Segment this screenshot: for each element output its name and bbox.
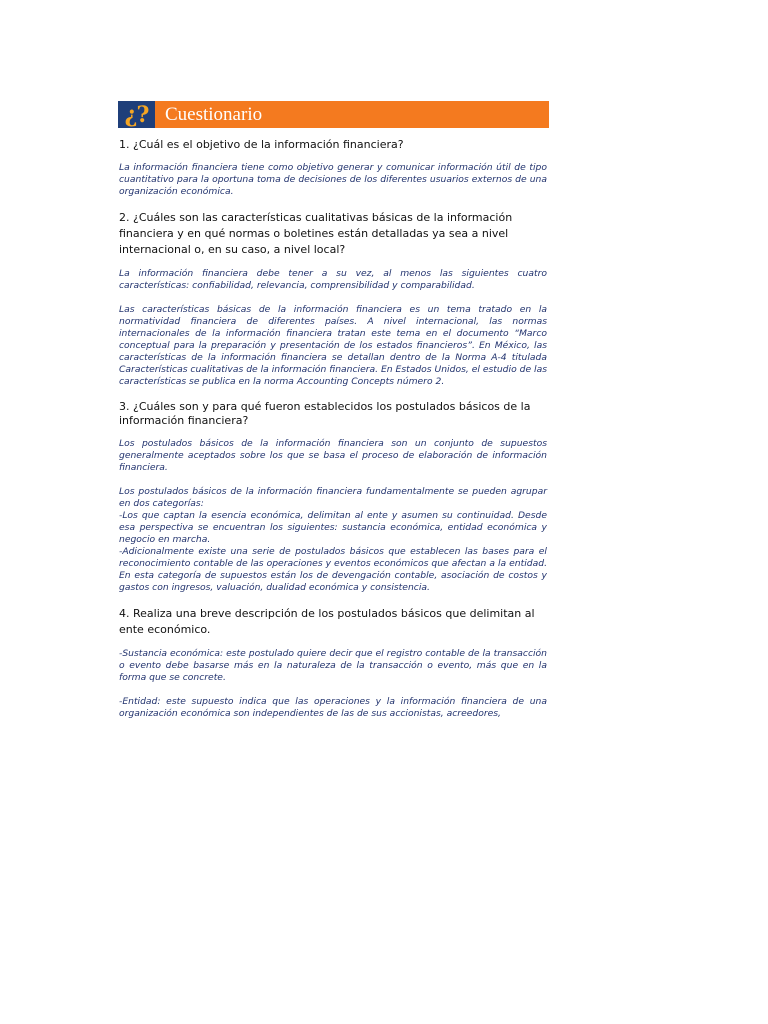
question-mark-icon: ¿? bbox=[118, 101, 155, 128]
answer-4-paragraph-1: -Sustancia económica: este postulado quiere decir que el registro contable de la transacción o evento debe basarse más en la naturaleza de la transacción o evento, más que en la forma que se concrete. bbox=[119, 648, 547, 683]
answer-3-paragraph-2 bbox=[119, 486, 547, 594]
answer-3-line-1: Los postulados básicos de la información financiera fundamentalmente se pueden agrupar en dos categorías: bbox=[119, 486, 547, 509]
answer-3-line-3: -Adicionalmente existe una serie de postulados básicos que establecen las bases para el reconocimiento contable de las operaciones y eventos económicos que afectan a la entidad. En esta categoría de supuestos están los de devengación contable, asociación de costos y gastos con ingresos, valuación, dualidad económica y consistencia. bbox=[119, 546, 547, 593]
question-1: 1. ¿Cuál es el objetivo de la información financiera? bbox=[119, 138, 404, 151]
answer-3-line-2: -Los que captan la esencia económica, delimitan al ente y asumen su continuidad. Desde esa perspectiva se encuentran los siguientes: sustancia económica, entidad económica y negocio en marcha. bbox=[119, 510, 547, 545]
answer-1-paragraph-1: La información financiera tiene como objetivo generar y comunicar información útil de tipo cuantitativo para la oportuna toma de decisiones de los diferentes usuarios externos de una organización económica. bbox=[119, 162, 547, 197]
question-2: 2. ¿Cuáles son las características cualitativas básicas de la información financiera y en qué normas o boletines están detalladas ya sea a nivel internacional o, en su caso, a nivel local? bbox=[119, 211, 513, 256]
answer-4-paragraph-2: -Entidad: este supuesto indica que las operaciones y la información financiera de una organización económica son independientes de las de sus accionistas, acreedores, bbox=[119, 696, 547, 719]
document-body bbox=[119, 138, 547, 732]
answer-2-paragraph-2: Las características básicas de la información financiera es un tema tratado en la normatividad financiera de diferentes países. A nivel internacional, las normas internacionales de la información financiera tratan este tema en el documento “Marco conceptual para la preparación y presentación de los estados financieros”. En México, las características de la información financiera se detallan dentro de la Norma A-4 titulada Características cualitativas de la información financiera. En Estados Unidos, el estudio de las características se publica en la norma Accounting Concepts número 2. bbox=[119, 304, 547, 387]
banner-title: Cuestionario bbox=[165, 103, 263, 125]
cuestionario-banner bbox=[118, 101, 549, 128]
question-4: 4. Realiza una breve descripción de los postulados básicos que delimitan al ente económico. bbox=[119, 607, 535, 636]
question-3: 3. ¿Cuáles son y para qué fueron establecidos los postulados básicos de la información financiera? bbox=[119, 400, 531, 427]
answer-2-paragraph-1: La información financiera debe tener a su vez, al menos las siguientes cuatro características: confiabilidad, relevancia, comprensibilidad y comparabilidad. bbox=[119, 268, 547, 291]
answer-3-paragraph-1: Los postulados básicos de la información financiera son un conjunto de supuestos generalmente aceptados sobre los que se basa el proceso de elaboración de información financiera. bbox=[119, 438, 547, 473]
